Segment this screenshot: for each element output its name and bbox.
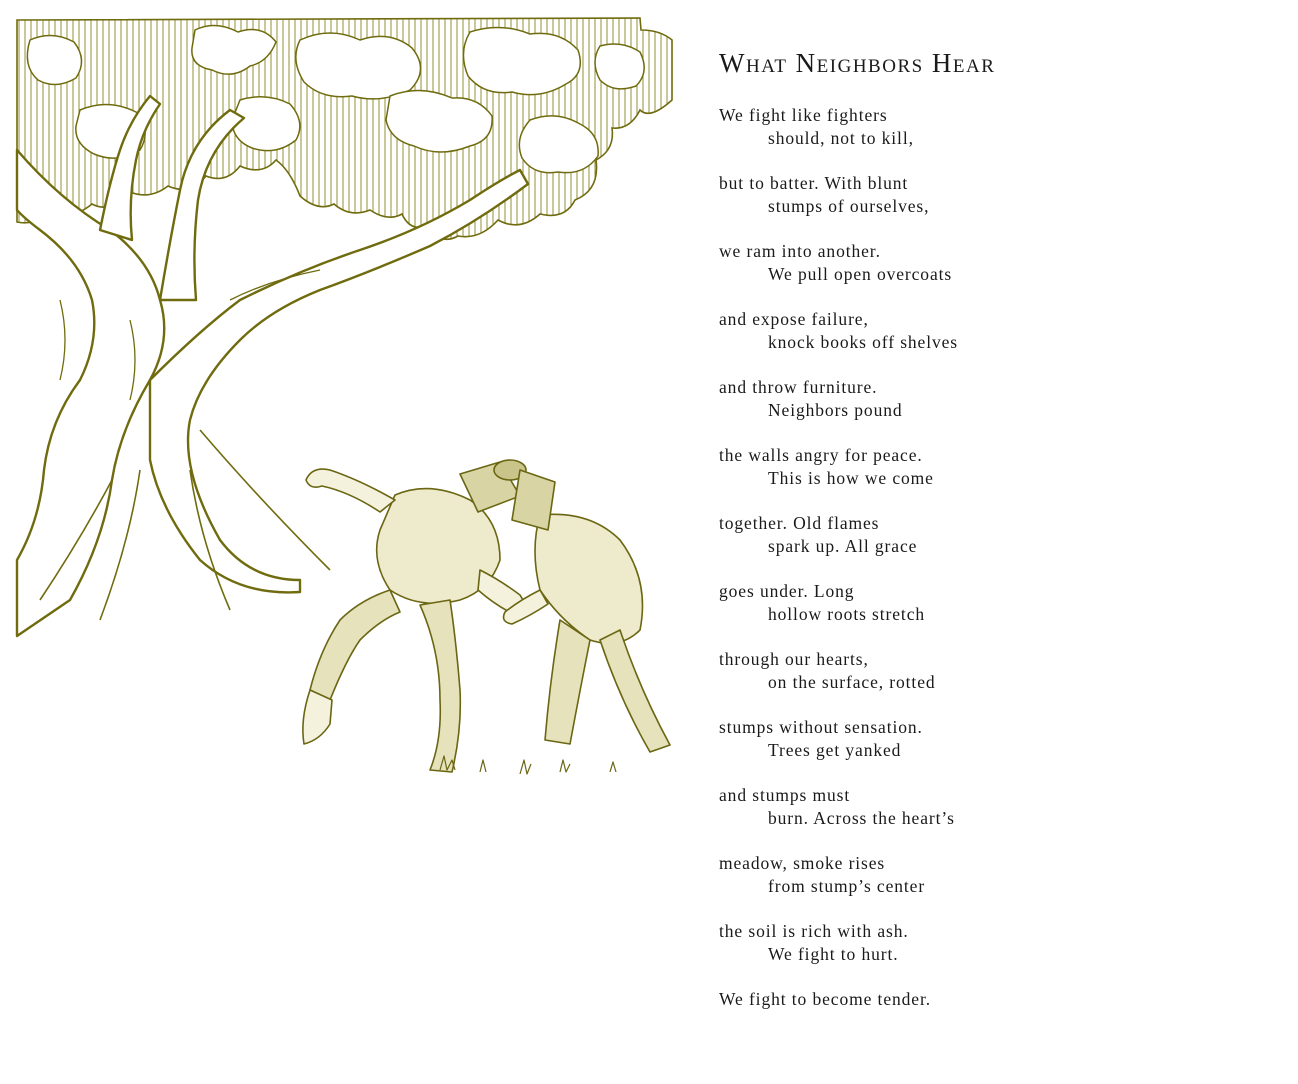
poem-closing-line: We fight to become tender. [719, 989, 931, 1009]
poem-stanza [719, 308, 1279, 354]
poem-line: we ram into another. [719, 241, 881, 261]
poem-line: meadow, smoke rises [719, 853, 886, 873]
poem-line: together. Old flames [719, 513, 880, 533]
poem-line-indented: spark up. All grace [768, 536, 918, 556]
poem-stanza [719, 104, 1279, 150]
poem-line-indented: We pull open overcoats [768, 264, 953, 284]
poem-line-indented: We fight to hurt. [768, 944, 899, 964]
poem-stanzas [719, 104, 1279, 966]
poem-line-indented: from stump’s center [768, 876, 926, 896]
illustration [0, 0, 690, 800]
poem-stanza [719, 920, 1279, 966]
poem-line: and throw furniture. [719, 377, 878, 397]
poem-line: and stumps must [719, 785, 851, 805]
poem-line: goes under. Long [719, 581, 855, 601]
poem-stanza [719, 716, 1279, 762]
poem-line: the walls angry for peace. [719, 445, 923, 465]
poem-line-indented: This is how we come [768, 468, 934, 488]
poem-line: and expose failure, [719, 309, 869, 329]
poem-stanza [719, 444, 1279, 490]
poem-stanza [719, 172, 1279, 218]
poem-stanza [719, 376, 1279, 422]
poem-stanza [719, 240, 1279, 286]
tree-and-fighters-drawing [0, 0, 690, 800]
poem-title: What Neighbors Hear [719, 48, 996, 78]
poem-line-indented: hollow roots stretch [768, 604, 926, 624]
poem-stanza [719, 784, 1279, 830]
poem-line-indented: knock books off shelves [768, 332, 959, 352]
poem-line-indented: stumps of ourselves, [768, 196, 930, 216]
poem-line: but to batter. With blunt [719, 173, 909, 193]
poem-stanza [719, 580, 1279, 626]
poem-line-indented: Trees get yanked [768, 740, 902, 760]
fighting-figures [303, 460, 670, 774]
poem-stanza [719, 852, 1279, 898]
poem-stanza [719, 648, 1279, 694]
poem-stanza [719, 512, 1279, 558]
poem-line-indented: should, not to kill, [768, 128, 914, 148]
poem-line: the soil is rich with ash. [719, 921, 909, 941]
poem-line-indented: burn. Across the heart’s [768, 808, 955, 828]
poem-line: We fight like fighters [719, 105, 888, 125]
poem-line-indented: Neighbors pound [768, 400, 903, 420]
poem-line-indented: on the surface, rotted [768, 672, 936, 692]
poem-line: through our hearts, [719, 649, 869, 669]
poem [719, 46, 1279, 1011]
poem-line: stumps without sensation. [719, 717, 923, 737]
